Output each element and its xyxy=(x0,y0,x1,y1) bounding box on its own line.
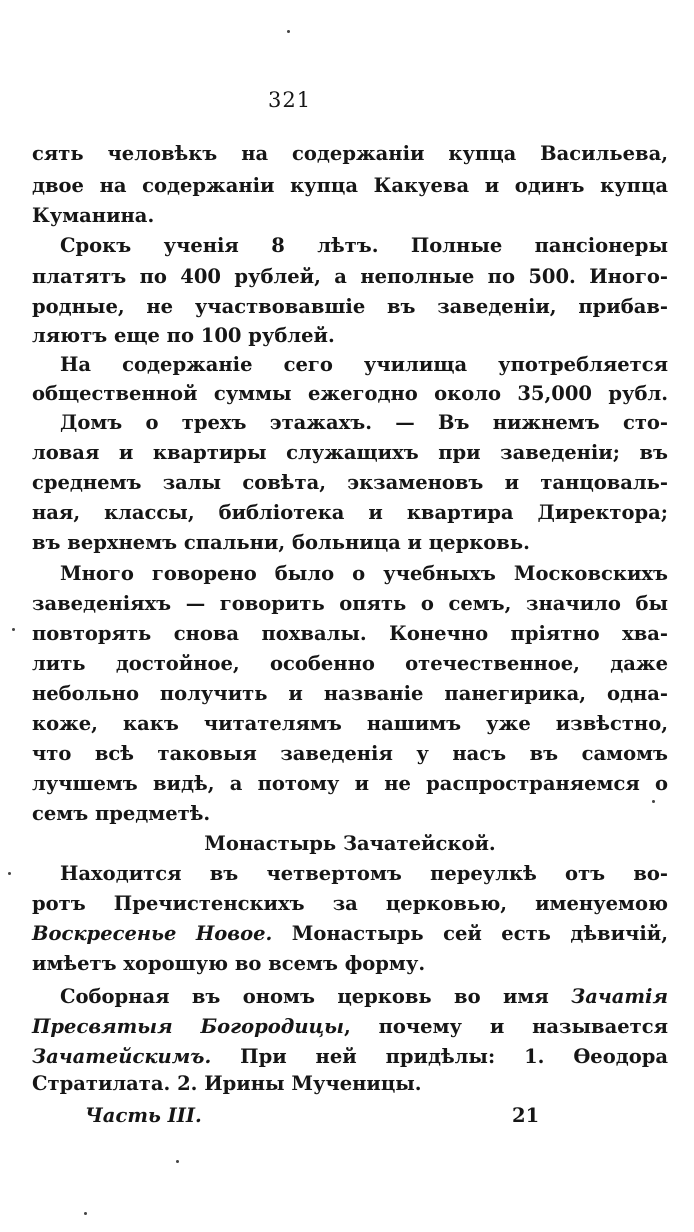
text-line: лить достойное, особенно отечественное, даже xyxy=(32,652,668,675)
text-line: что всѣ таковыя заведенія у насъ въ самомъ xyxy=(32,742,668,765)
text-line xyxy=(32,1013,668,1041)
text-line: среднемъ залы совѣта, экзаменовъ и танцоваль- xyxy=(32,471,668,494)
text-line: ловая и квартиры служащихъ при заведеніи; въ xyxy=(32,441,668,464)
text-line: Много говорено было о учебныхъ Московскихъ xyxy=(60,562,668,585)
text-line: коже, какъ читателямъ нашимъ уже извѣстно, xyxy=(32,712,668,735)
print-speck xyxy=(287,30,290,33)
section-heading: Монастырь Зачатейской. xyxy=(204,832,496,855)
text-run: Соборная въ ономъ церковь во имя xyxy=(60,985,572,1008)
text-line: платятъ по 400 рублей, а неполные по 500. Иного- xyxy=(32,265,668,288)
text-line: ротъ Пречистенскихъ за церковью, именуемою xyxy=(32,892,668,915)
text-line: двое на содержаніи купца Какуева и одинъ купца xyxy=(32,174,668,197)
page-number: 321 xyxy=(268,88,312,112)
print-speck xyxy=(652,800,655,803)
text-line: въ верхнемъ спальни, больница и церковь. xyxy=(32,531,530,554)
text-line xyxy=(32,920,668,948)
italic-text: Воскресенье Новое. xyxy=(32,922,273,945)
text-run: , почему и называется xyxy=(344,1015,668,1038)
text-line: повторять снова похвалы. Конечно пріятно хва- xyxy=(32,622,668,645)
print-speck xyxy=(176,1160,179,1163)
text-line: небольно получить и названіе панегирика, одна- xyxy=(32,682,668,705)
text-line: ляютъ еще по 100 рублей. xyxy=(32,324,335,347)
print-speck xyxy=(84,1212,87,1215)
text-line xyxy=(32,983,668,1011)
text-line: родные, не участвовавшіе въ заведеніи, прибав- xyxy=(32,295,668,318)
text-line: имѣетъ хорошую во всемъ форму. xyxy=(32,952,426,975)
text-line: На содержаніе сего училища употребляется xyxy=(60,353,668,376)
text-line: лучшемъ видѣ, а потому и не распространяемся о xyxy=(32,772,668,795)
signature-part: Часть III. xyxy=(85,1104,202,1127)
text-line: сять человѣкъ на содержаніи купца Васильева, xyxy=(32,142,668,165)
italic-text: Пресвятыя Богородицы xyxy=(32,1015,345,1038)
text-line: Куманина. xyxy=(32,204,155,227)
italic-text: Зачатейскимъ. xyxy=(32,1045,212,1068)
text-line: Срокъ ученія 8 лѣтъ. Полные пансіонеры xyxy=(60,234,668,257)
text-line: семъ предметѣ. xyxy=(32,802,211,825)
signature-number: 21 xyxy=(512,1104,540,1127)
text-line: Стратилата. 2. Ирины Мученицы. xyxy=(32,1072,422,1095)
text-line: общественной суммы ежегодно около 35,000 рубл. xyxy=(32,382,668,405)
text-line: Находится въ четвертомъ переулкѣ отъ во- xyxy=(60,862,668,885)
text-run: При ней придѣлы: 1. Ѳеодора xyxy=(211,1045,668,1068)
text-line: Домъ о трехъ этажахъ. — Въ нижнемъ сто- xyxy=(60,411,668,434)
print-speck xyxy=(12,628,15,631)
text-line: ная, классы, библіотека и квартира Директора; xyxy=(32,501,668,524)
print-speck xyxy=(8,872,11,875)
text-line: заведеніяхъ — говорить опять о семъ, значило бы xyxy=(32,592,668,615)
text-line xyxy=(32,1043,668,1071)
text-run: Монастырь сей есть дѣвичій, xyxy=(272,922,669,945)
italic-text: Зачатія xyxy=(571,985,668,1008)
